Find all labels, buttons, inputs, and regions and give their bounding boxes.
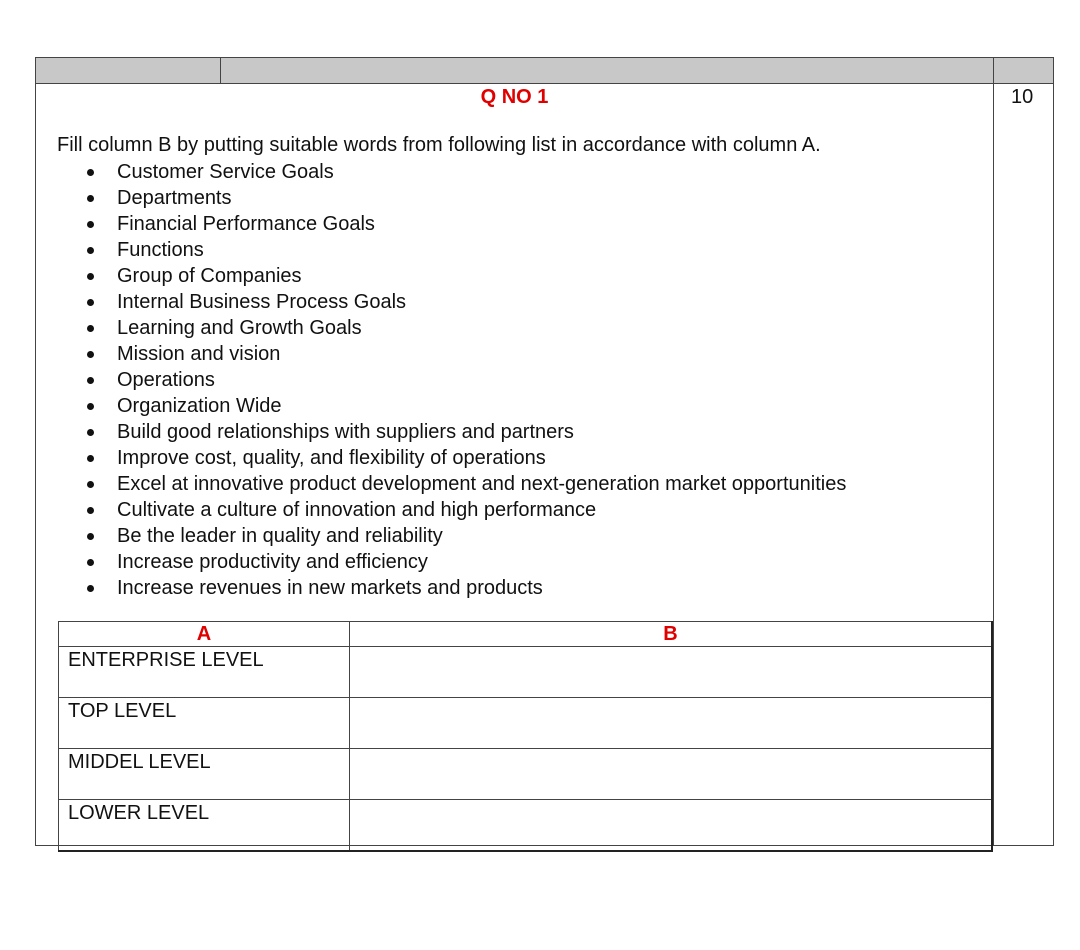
bullet-icon <box>87 507 94 514</box>
list-item-text: Excel at innovative product development and next-generation market opportunities <box>117 473 847 495</box>
bullet-icon <box>87 559 94 566</box>
list-item <box>57 575 846 601</box>
list-item <box>57 159 846 185</box>
list-item <box>57 419 846 445</box>
table-header-row <box>59 622 993 647</box>
list-item <box>57 523 846 549</box>
header-divider <box>220 58 221 84</box>
level-cell: MIDDEL LEVEL <box>59 749 350 800</box>
list-item-text: Operations <box>117 369 215 391</box>
question-number: Q NO 1 <box>480 86 549 108</box>
list-item-text: Functions <box>117 239 204 261</box>
bullet-icon <box>87 351 94 358</box>
bullet-icon <box>87 533 94 540</box>
list-item <box>57 367 846 393</box>
bullet-icon <box>87 195 94 202</box>
table-row <box>59 749 993 800</box>
bullet-icon <box>87 169 94 176</box>
list-item <box>57 185 846 211</box>
list-item-text: Increase revenues in new markets and products <box>117 577 543 599</box>
list-item-text: Be the leader in quality and reliability <box>117 525 443 547</box>
level-cell: TOP LEVEL <box>59 698 350 749</box>
list-item-text: Mission and vision <box>117 343 281 365</box>
list-item <box>57 211 846 237</box>
answer-cell[interactable] <box>349 698 992 749</box>
bullet-icon <box>87 429 94 436</box>
list-item-text: Internal Business Process Goals <box>117 291 407 313</box>
word-list <box>57 159 846 601</box>
answer-cell[interactable] <box>349 647 992 698</box>
answer-cell[interactable] <box>349 749 992 800</box>
list-item-text: Improve cost, quality, and flexibility of operations <box>117 447 546 469</box>
list-item <box>57 237 846 263</box>
level-cell: LOWER LEVEL <box>59 800 350 852</box>
list-item <box>57 549 846 575</box>
list-item-text: Financial Performance Goals <box>117 213 375 235</box>
bullet-icon <box>87 299 94 306</box>
list-item-text: Organization Wide <box>117 395 282 417</box>
bullet-icon <box>87 585 94 592</box>
column-a-header: A <box>59 622 350 647</box>
bullet-icon <box>87 221 94 228</box>
list-item <box>57 445 846 471</box>
list-item <box>57 315 846 341</box>
list-item <box>57 471 846 497</box>
list-item <box>57 263 846 289</box>
bullet-icon <box>87 273 94 280</box>
list-item-text: Increase productivity and efficiency <box>117 551 428 573</box>
question-frame <box>35 57 1054 846</box>
bullet-icon <box>87 247 94 254</box>
level-cell: ENTERPRISE LEVEL <box>59 647 350 698</box>
bullet-icon <box>87 481 94 488</box>
answer-cell[interactable] <box>349 800 992 852</box>
header-bar <box>36 58 1053 84</box>
marks-column-divider <box>993 84 994 846</box>
marks-value: 10 <box>1011 86 1034 108</box>
list-item <box>57 341 846 367</box>
bullet-icon <box>87 377 94 384</box>
list-item-text: Group of Companies <box>117 265 302 287</box>
list-item <box>57 289 846 315</box>
table-row <box>59 800 993 852</box>
list-item-text: Learning and Growth Goals <box>117 317 362 339</box>
matching-table <box>58 621 993 852</box>
bullet-icon <box>87 325 94 332</box>
column-b-header: B <box>349 622 992 647</box>
list-item <box>57 393 846 419</box>
bullet-icon <box>87 455 94 462</box>
header-divider <box>993 58 994 84</box>
list-item-text: Customer Service Goals <box>117 161 334 183</box>
question-instruction: Fill column B by putting suitable words from following list in accordance with column A. <box>57 134 821 156</box>
list-item-text: Departments <box>117 187 232 209</box>
table-row <box>59 698 993 749</box>
table-row <box>59 647 993 698</box>
list-item <box>57 497 846 523</box>
bullet-icon <box>87 403 94 410</box>
list-item-text: Cultivate a culture of innovation and high performance <box>117 499 597 521</box>
list-item-text: Build good relationships with suppliers and partners <box>117 421 574 443</box>
